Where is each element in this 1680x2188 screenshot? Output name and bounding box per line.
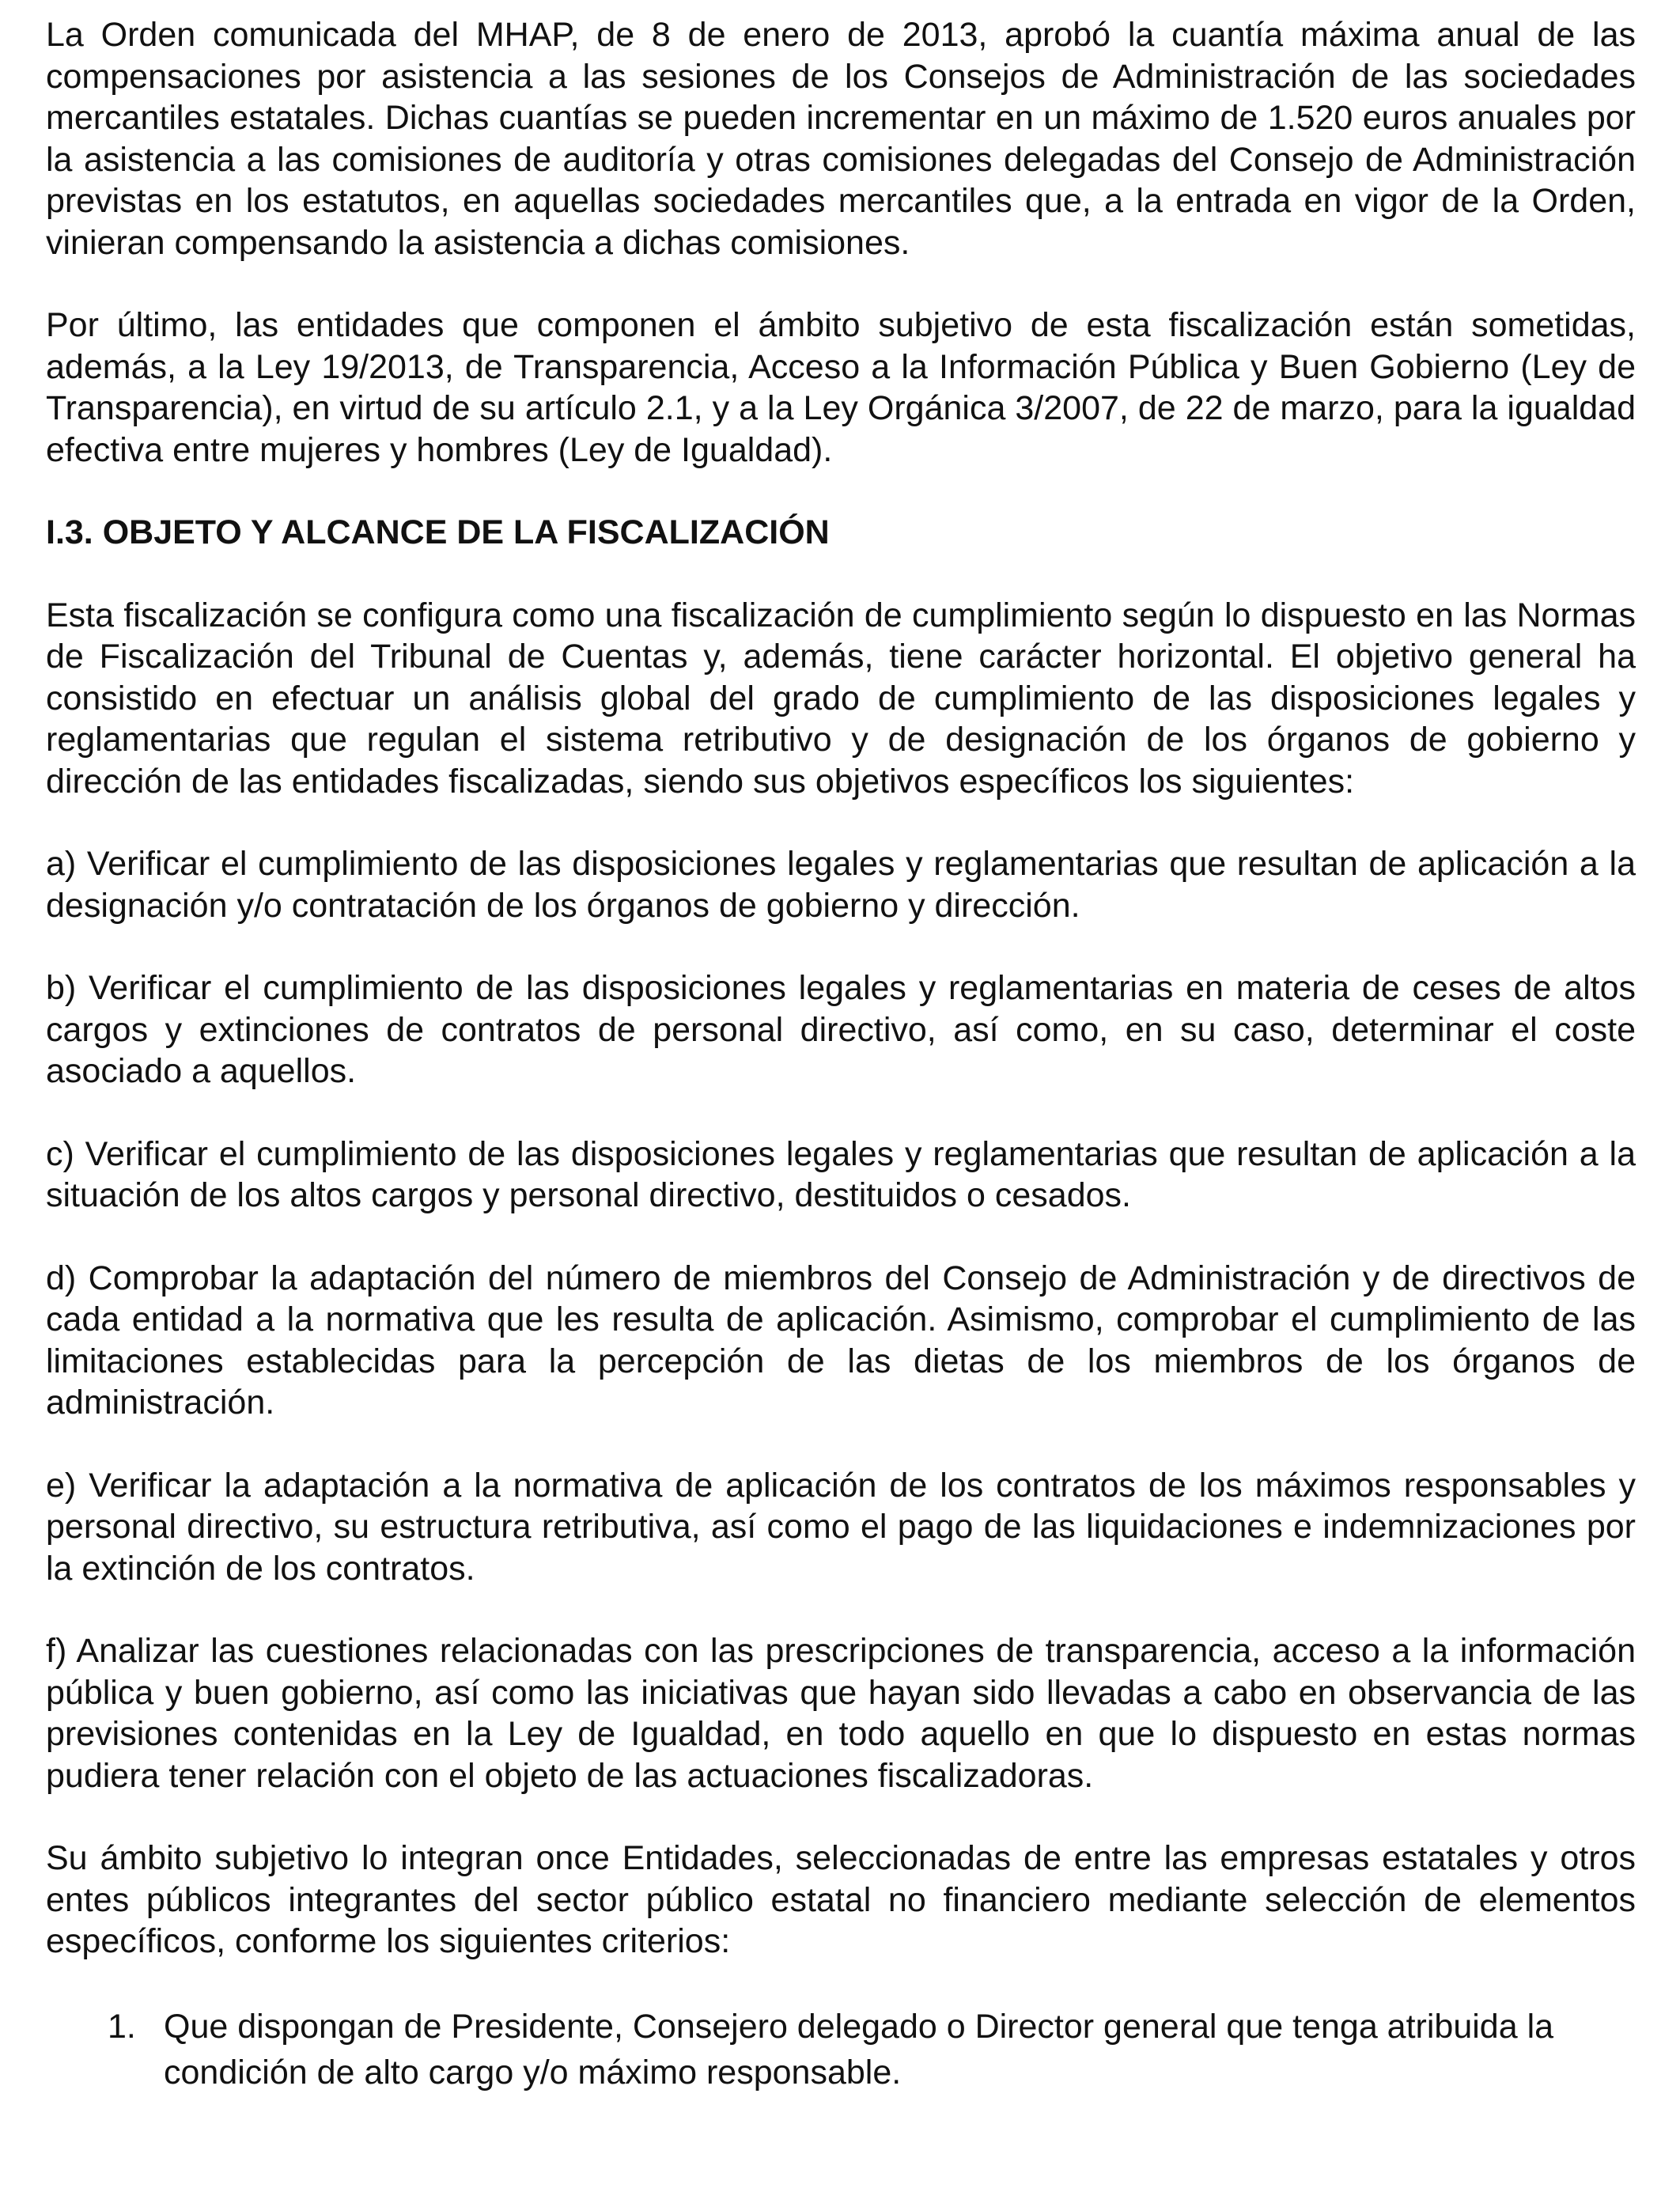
objective-c: c) Verificar el cumplimiento de las disposiciones legales y reglamentarias que resultan de aplicación a la situación de los altos cargos y personal directivo, destituidos o cesados.	[46, 1134, 1636, 1214]
paragraph-orden-mhap: La Orden comunicada del MHAP, de 8 de enero de 2013, aprobó la cuantía máxima anual de las compensaciones por asistencia a las sesiones de los Consejos de Administración de las sociedades mercantiles estatales. Dichas cuantías se pueden incrementar en un máximo de 1.520 euros anuales por la asistencia a las comisiones de auditoría y otras comisiones delegadas del Consejo de Administración previstas en los estatutos, en aquellas sociedades mercantiles que, a la entrada en vigor de la Orden, vinieran compensando la asistencia a dichas comisiones.	[46, 16, 1636, 262]
objective-a: a) Verificar el cumplimiento de las disposiciones legales y reglamentarias que resultan de aplicación a la designación y/o contratación de los órganos de gobierno y dirección.	[46, 845, 1636, 925]
list-item-number: 1.	[108, 2007, 136, 2046]
objective-f: f) Analizar las cuestiones relacionadas con las prescripciones de transparencia, acceso a la información pública y buen gobierno, así como las iniciativas que hayan sido llevadas a cabo en observancia de las previsiones contenidas en la Ley de Igualdad, en todo aquello en que lo dispuesto en estas normas pudiera tener relación con el objeto de las actuaciones fiscalizadoras.	[46, 1632, 1636, 1795]
list-item	[46, 2004, 1636, 2095]
objective-d: d) Comprobar la adaptación del número de miembros del Consejo de Administración y de directivos de cada entidad a la normativa que les resulta de aplicación. Asimismo, comprobar el cumplimiento de las limitaciones establecidas para la percepción de las dietas de los miembros de los órganos de administración.	[46, 1259, 1636, 1421]
criteria-list	[46, 2004, 1636, 2095]
objective-e: e) Verificar la adaptación a la normativa de aplicación de los contratos de los máximos responsables y personal directivo, su estructura retributiva, así como el pago de las liquidaciones e indemnizaciones por la extinción de los contratos.	[46, 1466, 1636, 1588]
section-heading: I.3. OBJETO Y ALCANCE DE LA FISCALIZACIÓN	[46, 513, 830, 551]
paragraph-objetivo-general: Esta fiscalización se configura como una fiscalización de cumplimiento según lo dispuesto en las Normas de Fiscalización del Tribunal de Cuentas y, además, tiene carácter horizontal. El objetivo general ha consistido en efectuar un análisis global del grado de cumplimiento de las disposiciones legales y reglamentarias que regulan el sistema retributivo y de designación de los órganos de gobierno y dirección de las entidades fiscalizadas, siendo sus objetivos específicos los siguientes:	[46, 596, 1636, 801]
paragraph-ambito-subjetivo: Su ámbito subjetivo lo integran once Entidades, seleccionadas de entre las empresas estatales y otros entes públicos integrantes del sector público estatal no financiero mediante selección de elementos específicos, conforme los siguientes criterios:	[46, 1839, 1636, 1960]
document-page	[46, 14, 1636, 2095]
objective-b: b) Verificar el cumplimiento de las disposiciones legales y reglamentarias en materia de ceses de altos cargos y extinciones de contratos de personal directivo, así como, en su caso, determinar el coste asociado a aquellos.	[46, 969, 1636, 1090]
paragraph-ley-transparencia: Por último, las entidades que componen el ámbito subjetivo de esta fiscalización están sometidas, además, a la Ley 19/2013, de Transparencia, Acceso a la Información Pública y Buen Gobierno (Ley de Transparencia), en virtud de su artículo 2.1, y a la Ley Orgánica 3/2007, de 22 de marzo, para la igualdad efectiva entre mujeres y hombres (Ley de Igualdad).	[46, 306, 1636, 469]
list-item-text: Que dispongan de Presidente, Consejero delegado o Director general que tenga atribuida la condición de alto cargo y/o máximo responsable.	[164, 2007, 1554, 2091]
